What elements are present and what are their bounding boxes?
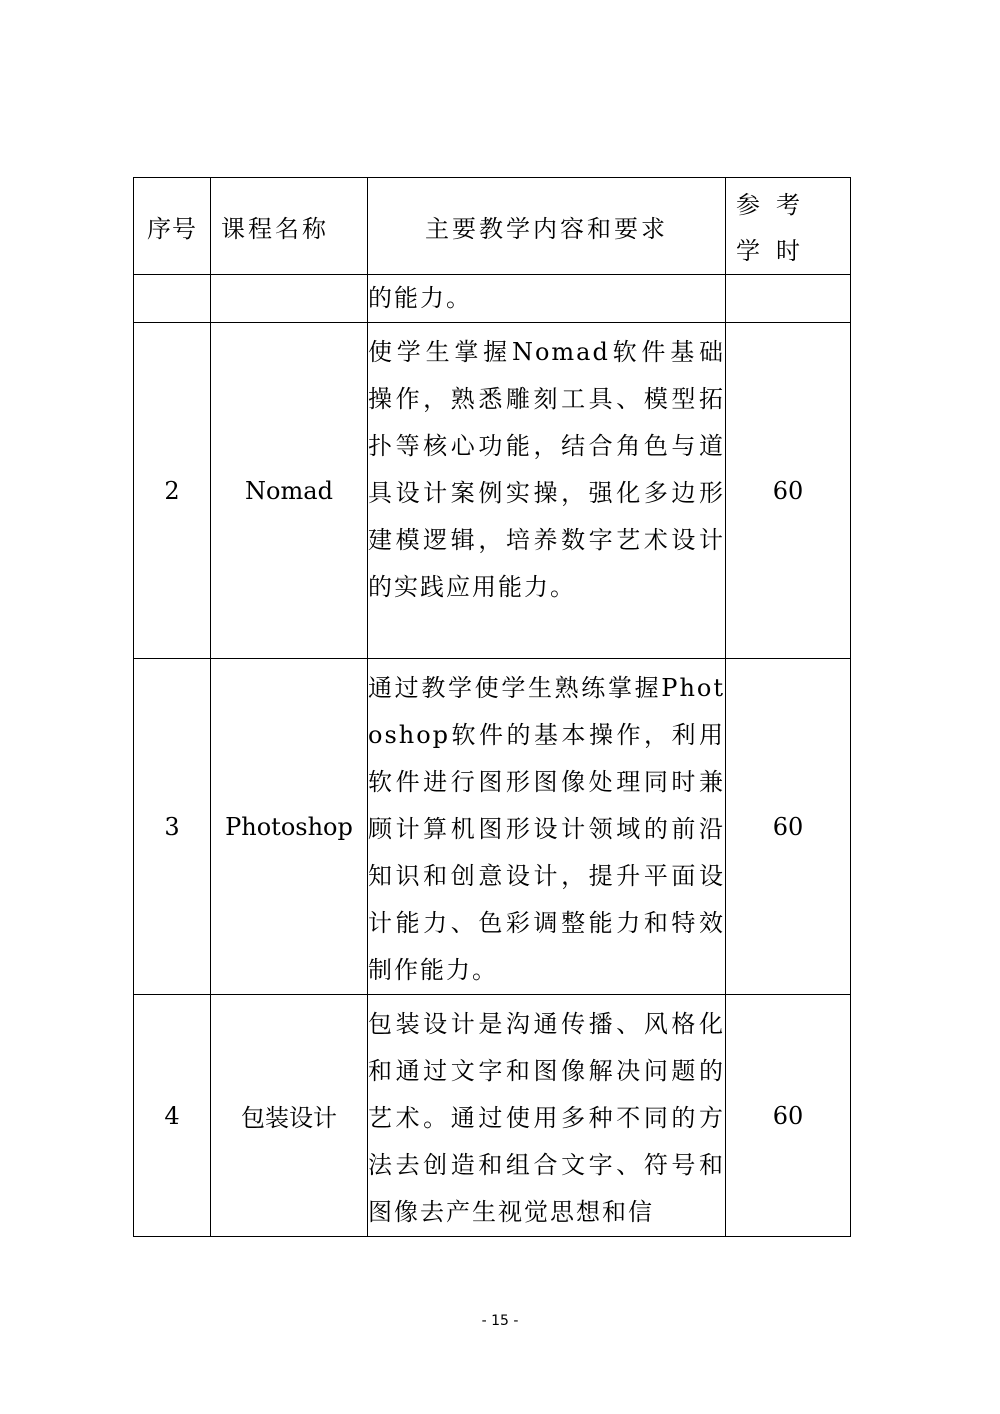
cell-name-empty	[211, 275, 368, 323]
cell-course-name: Nomad	[211, 323, 368, 659]
cell-no: 2	[134, 323, 211, 659]
cell-content: 包装设计是沟通传播、风格化和通过文字和图像解决问题的艺术。通过使用多种不同的方法去创造和组合文字、符号和图像去产生视觉思想和信	[368, 995, 726, 1237]
cell-course-name: 包装设计	[211, 995, 368, 1237]
table-row	[134, 995, 851, 1237]
header-content: 主要教学内容和要求	[368, 178, 726, 275]
cell-hours: 60	[726, 659, 851, 995]
cell-content: 使学生掌握Nomad软件基础操作，熟悉雕刻工具、模型拓扑等核心功能，结合角色与道具设计案例实操，强化多边形建模逻辑，培养数字艺术设计的实践应用能力。	[368, 323, 726, 659]
header-hours: 参考学时	[726, 178, 851, 275]
table-header-row	[134, 178, 851, 275]
cell-hours-empty	[726, 275, 851, 323]
cell-no: 4	[134, 995, 211, 1237]
table-row	[134, 323, 851, 659]
header-course-name: 课程名称	[211, 178, 368, 275]
header-no: 序号	[134, 178, 211, 275]
table-row-continuation	[134, 275, 851, 323]
cell-content: 通过教学使学生熟练掌握Photoshop软件的基本操作，利用软件进行图形图像处理同时兼顾计算机图形设计领域的前沿知识和创意设计，提升平面设计能力、色彩调整能力和特效制作能力。	[368, 659, 726, 995]
cell-no-empty	[134, 275, 211, 323]
course-table	[133, 177, 851, 1237]
cell-course-name: Photoshop	[211, 659, 368, 995]
table-row	[134, 659, 851, 995]
cell-hours: 60	[726, 995, 851, 1237]
cell-no: 3	[134, 659, 211, 995]
cell-content: 的能力。	[368, 275, 726, 323]
page-number: - 15 -	[481, 1313, 519, 1329]
cell-hours: 60	[726, 323, 851, 659]
